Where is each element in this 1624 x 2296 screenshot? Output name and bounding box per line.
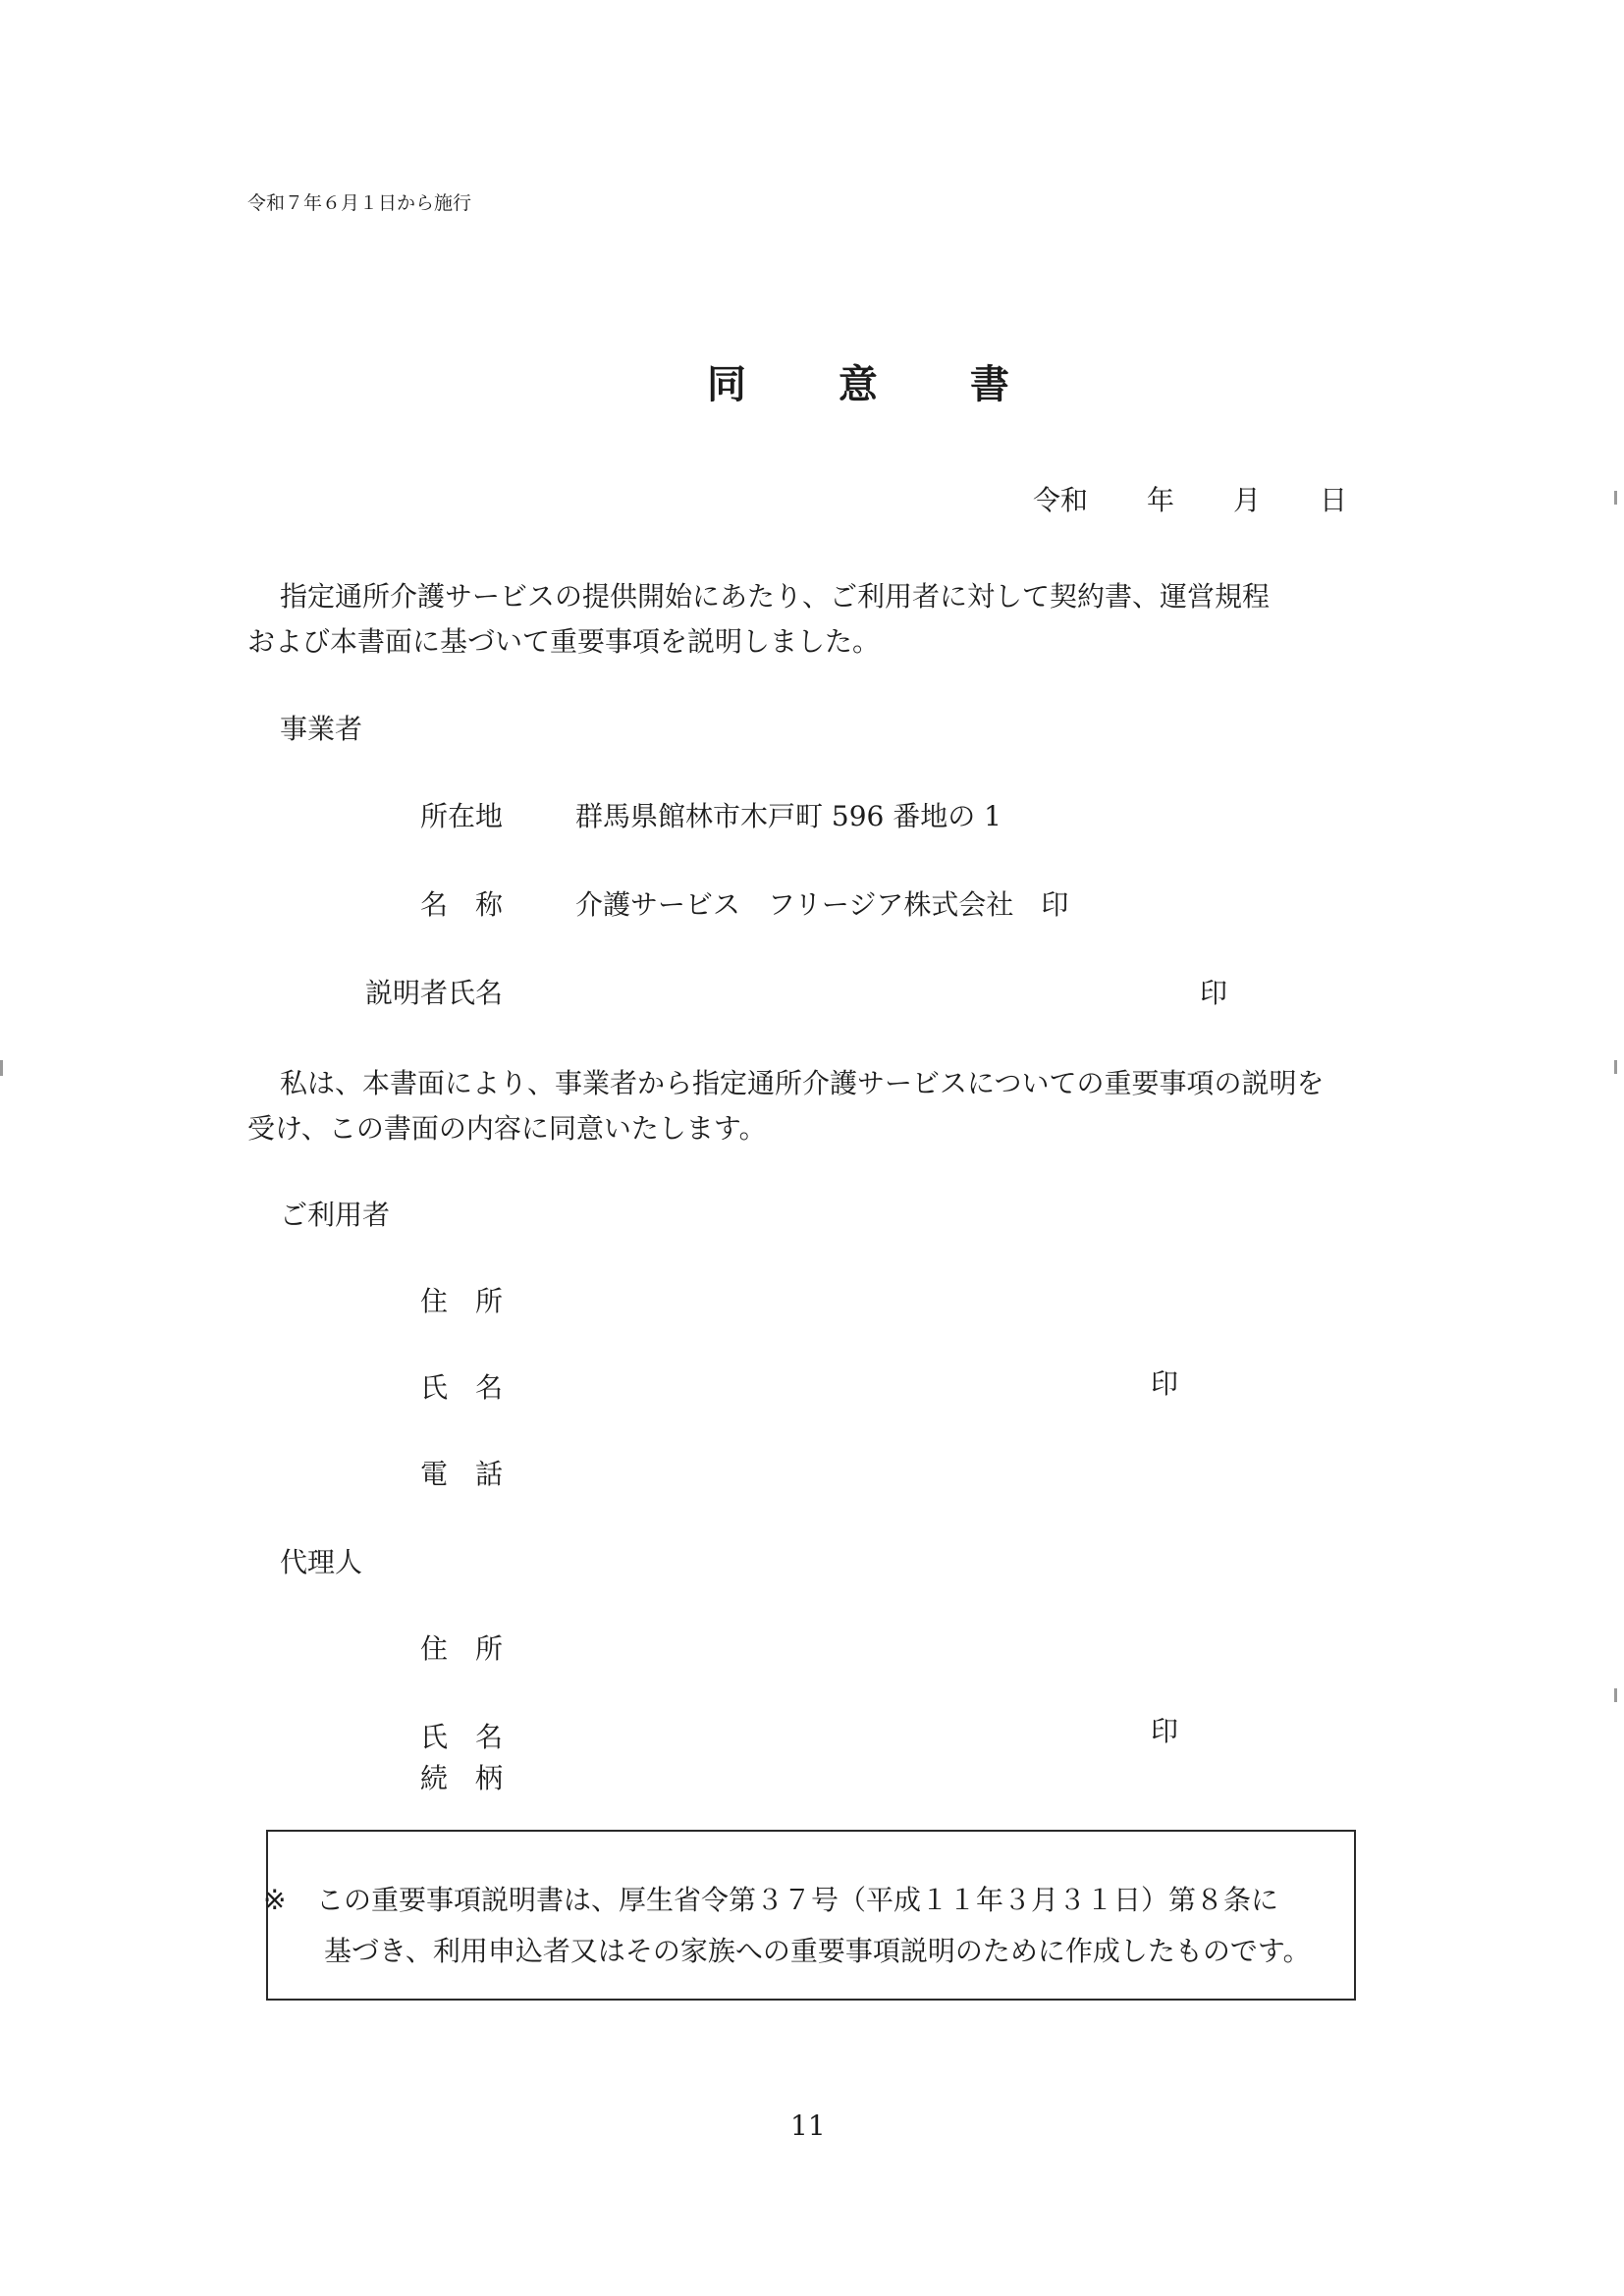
provider-name-value: 介護サービス フリージア株式会社 印 <box>575 888 1069 921</box>
document-title: 同 意 書 <box>707 361 1049 407</box>
notice-line-1: この重要事項説明書は、厚生省令第３７号（平成１１年３月３１日）第８条に <box>316 1884 1279 1916</box>
provider-address-value: 群馬県館林市木戸町 596 番地の 1 <box>575 800 1001 832</box>
scan-edge-mark <box>0 1060 3 1076</box>
user-heading: ご利用者 <box>280 1199 391 1231</box>
date-era: 令和 <box>1033 484 1089 516</box>
provider-heading: 事業者 <box>280 713 363 745</box>
agent-heading: 代理人 <box>280 1546 363 1578</box>
consent-line-1: 私は、本書面により、事業者から指定通所介護サービスについての重要事項の説明を <box>280 1067 1325 1099</box>
agent-seal: 印 <box>1151 1715 1179 1747</box>
date-month: 月 <box>1233 484 1262 516</box>
agent-relation-label: 続 柄 <box>420 1762 504 1794</box>
explainer-name-label: 説明者氏名 <box>365 977 504 1009</box>
page-number: 11 <box>790 2109 826 2142</box>
notice-line-2: 基づき、利用申込者又はその家族への重要事項説明のために作成したものです。 <box>324 1935 1311 1967</box>
provider-name-label: 名 称 <box>420 888 504 921</box>
user-address-label: 住 所 <box>420 1285 504 1317</box>
scan-edge-mark <box>1614 491 1617 505</box>
date-day: 日 <box>1320 484 1348 516</box>
agent-address-label: 住 所 <box>420 1632 504 1665</box>
user-phone-label: 電 話 <box>420 1458 504 1490</box>
scan-edge-mark <box>1614 1688 1617 1702</box>
effective-date-note: 令和７年６月１日から施行 <box>247 192 472 214</box>
scan-edge-mark <box>1614 1060 1617 1074</box>
provider-address-label: 所在地 <box>420 800 504 832</box>
explanation-line-1: 指定通所介護サービスの提供開始にあたり、ご利用者に対して契約書、運営規程 <box>280 580 1271 613</box>
explanation-line-2: および本書面に基づいて重要事項を説明しました。 <box>247 625 881 658</box>
notice-mark: ※ <box>263 1884 287 1916</box>
user-seal: 印 <box>1151 1367 1179 1400</box>
consent-line-2: 受け、この書面の内容に同意いたします。 <box>247 1112 767 1145</box>
date-year: 年 <box>1147 484 1175 516</box>
user-name-label: 氏 名 <box>420 1371 504 1404</box>
agent-name-label: 氏 名 <box>420 1721 504 1753</box>
explainer-seal: 印 <box>1200 977 1228 1009</box>
